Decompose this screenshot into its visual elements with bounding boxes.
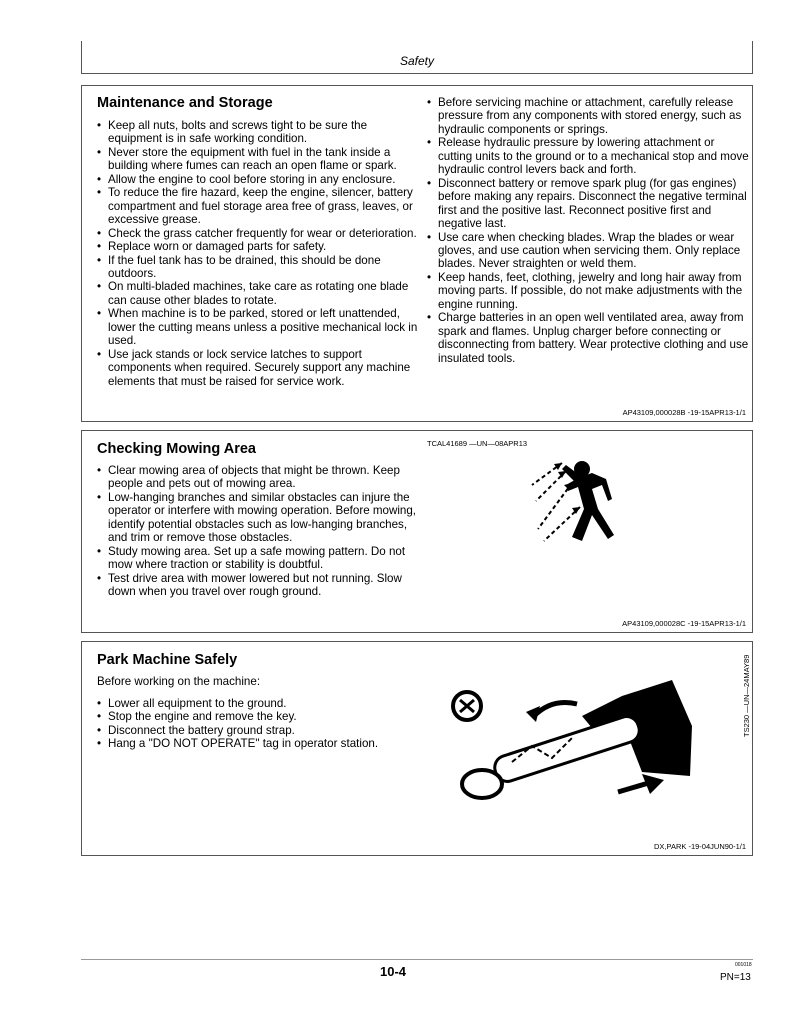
maintenance-section [81,85,753,422]
thrown-object-hazard-icon [522,449,642,559]
mowing-ref: AP43109,000028C -19-15APR13-1/1 [622,619,746,628]
footer-code: 001018 [735,962,752,968]
ignition-key-icon [442,676,742,806]
bullet-item: • Study mowing area. Set up a safe mowing pattern. Do not mow where traction or stability is doubtful. [97,545,417,572]
mowing-title: Checking Mowing Area [97,441,256,457]
bullet-item: • On multi-bladed machines, take care as rotating one blade can cause other blades to rotate. [97,280,420,307]
bullet-item: • Allow the engine to cool before storing in any enclosure. [97,173,420,186]
park-list [97,697,427,751]
maintenance-left-list [97,119,420,388]
bullet-item: • Check the grass catcher frequently for wear or deterioration. [97,227,420,240]
bullet-item: • Test drive area with mower lowered but not running. Slow down when you travel over rough ground. [97,572,417,599]
bullet-item: • Low-hanging branches and similar obstacles can injure the operator or interfere with mowing operation. Before mowing, identify potential obstacles such as low-hanging branches, and trim or remove those obstacles. [97,491,417,545]
park-title: Park Machine Safely [97,652,238,668]
mowing-list [97,464,417,599]
bullet-item: • Release hydraulic pressure by lowering attachment or cutting units to the ground or to a mechanical stop and move hydraulic control levers back and forth. [427,136,749,176]
bullet-item: • Disconnect the battery ground strap. [97,724,427,737]
bullet-item: • Stop the engine and remove the key. [97,710,427,723]
header-title: Safety [399,54,435,68]
footer-rule [81,959,753,960]
bullet-item: • Use care when checking blades. Wrap the blades or wear gloves, and use caution when servicing them. Only replace blades. Never straighten or weld them. [427,231,749,271]
mowing-figure-label: TCAL41689 —UN—08APR13 [427,439,528,448]
bullet-item: • Replace worn or damaged parts for safety. [97,240,420,253]
maintenance-title: Maintenance and Storage [97,95,273,111]
maintenance-ref: AP43109,000028B -19-15APR13-1/1 [622,408,746,417]
bullet-item: • To reduce the fire hazard, keep the engine, silencer, battery compartment and fuel storage area free of grass, leaves, or excessive grease. [97,186,420,226]
page-header [81,41,753,74]
mowing-section [81,430,753,633]
bullet-item: • Hang a "DO NOT OPERATE" tag in operator station. [97,737,427,750]
bullet-item: • Clear mowing area of objects that might be thrown. Keep people and pets out of mowing area. [97,464,417,491]
park-ref: DX,PARK -19-04JUN90-1/1 [654,842,746,851]
park-intro: Before working on the machine: [97,675,261,688]
park-figure-label: TS230 —UN—24MAY89 [742,654,751,737]
maintenance-right-list [427,96,749,365]
bullet-item: • Keep hands, feet, clothing, jewelry and long hair away from moving parts. If possible, do not make adjustments with the engine running. [427,271,749,311]
bullet-item: • Use jack stands or lock service latches to support components when required. Securely support any machine elements that must be raised for service work. [97,348,420,388]
bullet-item: • Charge batteries in an open well ventilated area, away from spark and flames. Unplug charger before connecting or disconnecting from battery. Wear protective clothing and use insulated tools. [427,311,749,365]
bullet-item: • If the fuel tank has to be drained, this should be done outdoors. [97,254,420,281]
bullet-item: • Never store the equipment with fuel in the tank inside a building where fumes can reach an open flame or spark. [97,146,420,173]
bullet-item: • Before servicing machine or attachment, carefully release pressure from any components with stored energy, such as hydraulic components or springs. [427,96,749,136]
bullet-item: • Keep all nuts, bolts and screws tight to be sure the equipment is in safe working condition. [97,119,420,146]
bullet-item: • Disconnect battery or remove spark plug (for gas engines) before making any repairs. Disconnect the negative terminal first and the positive last. Reconnect positive first and negative last. [427,177,749,231]
bullet-item: • When machine is to be parked, stored or left unattended, lower the cutting means unless a positive mechanical lock in used. [97,307,420,347]
bullet-item: • Lower all equipment to the ground. [97,697,427,710]
footer-pn: PN=13 [720,972,751,983]
park-section [81,641,753,856]
page-number: 10-4 [380,964,407,979]
